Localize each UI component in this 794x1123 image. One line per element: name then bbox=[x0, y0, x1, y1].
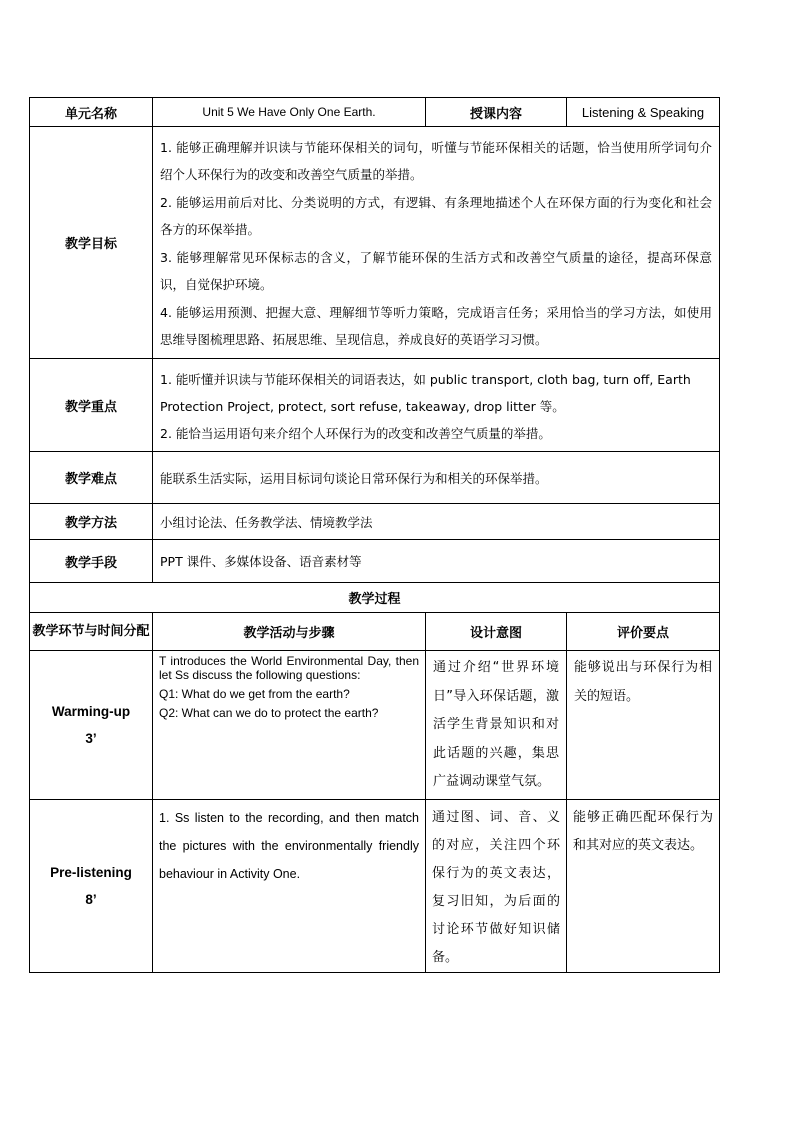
content-value: Listening & Speaking bbox=[567, 98, 720, 127]
difficulties-row bbox=[30, 452, 720, 504]
activity-question: Q1: What do we get from the earth? bbox=[159, 687, 350, 701]
stage-cell bbox=[30, 800, 153, 973]
objectives-content bbox=[153, 127, 720, 359]
process-header-row bbox=[30, 613, 720, 651]
process-title: 教学过程 bbox=[30, 583, 720, 613]
key-point-item: 1. 能听懂并识读与节能环保相关的词语表达，如 public transport, cloth bag, turn off, Earth Protection Project, protect, sort refuse, takeaway, drop litter 等。 bbox=[160, 371, 691, 414]
key-points-label: 教学重点 bbox=[30, 359, 153, 452]
lesson-plan-table bbox=[29, 97, 720, 973]
activity-intro: T introduces the World Environmental Day, then let Ss discuss the following questions: bbox=[159, 654, 419, 682]
means-label: 教学手段 bbox=[30, 540, 153, 583]
evaluation-cell: 能够正确匹配环保行为和其对应的英文表达。 bbox=[567, 800, 720, 973]
intent-cell: 通过图、词、音、义的对应，关注四个环保行为的英文表达，复习旧知，为后面的讨论环节做好知识储备。 bbox=[426, 800, 567, 973]
col-header-stage: 教学环节与时间分配 bbox=[30, 613, 153, 651]
means-content: PPT 课件、多媒体设备、语音素材等 bbox=[153, 540, 720, 583]
objective-item: 3. 能够理解常见环保标志的含义，了解节能环保的生活方式和改善空气质量的途径，提高环保意识，自觉保护环境。 bbox=[160, 249, 712, 292]
means-row bbox=[30, 540, 720, 583]
col-header-evaluation: 评价要点 bbox=[567, 613, 720, 651]
difficulties-label: 教学难点 bbox=[30, 452, 153, 504]
activity-question: Q2: What can we do to protect the earth? bbox=[159, 706, 379, 720]
difficulties-content: 能联系生活实际，运用目标词句谈论日常环保行为和相关的环保举措。 bbox=[153, 452, 720, 504]
process-row-warming-up bbox=[30, 651, 720, 800]
key-point-item: 2. 能恰当运用语句来介绍个人环保行为的改变和改善空气质量的举措。 bbox=[160, 425, 551, 441]
methods-label: 教学方法 bbox=[30, 504, 153, 540]
evaluation-cell: 能够说出与环保行为相关的短语。 bbox=[567, 651, 720, 800]
activity-cell: 1. Ss listen to the recording, and then match the pictures with the environmentally friendly behaviour in Activity One. bbox=[153, 800, 426, 973]
objectives-row bbox=[30, 127, 720, 359]
unit-row bbox=[30, 98, 720, 127]
methods-content: 小组讨论法、任务教学法、情境教学法 bbox=[153, 504, 720, 540]
unit-label: 单元名称 bbox=[30, 98, 153, 127]
objective-item: 4. 能够运用预测、把握大意、理解细节等听力策略，完成语言任务；采用恰当的学习方法，如使用思维导图梳理思路、拓展思维、呈现信息，养成良好的英语学习习惯。 bbox=[160, 304, 712, 347]
stage-name: Warming-up bbox=[51, 704, 131, 719]
process-title-row bbox=[30, 583, 720, 613]
col-header-intent: 设计意图 bbox=[426, 613, 567, 651]
content-label: 授课内容 bbox=[426, 98, 567, 127]
stage-cell bbox=[30, 651, 153, 800]
intent-cell: 通过介绍“世界环境日”导入环保话题，激活学生背景知识和对此话题的兴趣，集思广益调动课堂气氛。 bbox=[426, 651, 567, 800]
col-header-activity: 教学活动与步骤 bbox=[153, 613, 426, 651]
objectives-label: 教学目标 bbox=[30, 127, 153, 359]
objective-item: 2. 能够运用前后对比、分类说明的方式，有逻辑、有条理地描述个人在环保方面的行为变化和社会各方的环保举措。 bbox=[160, 194, 712, 237]
methods-row bbox=[30, 504, 720, 540]
stage-time: 3’ bbox=[85, 731, 97, 746]
stage-time: 8’ bbox=[85, 892, 97, 907]
activity-cell bbox=[153, 651, 426, 800]
key-points-row bbox=[30, 359, 720, 452]
key-points-content bbox=[153, 359, 720, 452]
process-row-pre-listening bbox=[30, 800, 720, 973]
unit-value: Unit 5 We Have Only One Earth. bbox=[153, 98, 426, 127]
stage-name: Pre-listening bbox=[50, 865, 132, 880]
objective-item: 1. 能够正确理解并识读与节能环保相关的词句，听懂与节能环保相关的话题，恰当使用所学词句介绍个人环保行为的改变和改善空气质量的举措。 bbox=[160, 139, 712, 182]
